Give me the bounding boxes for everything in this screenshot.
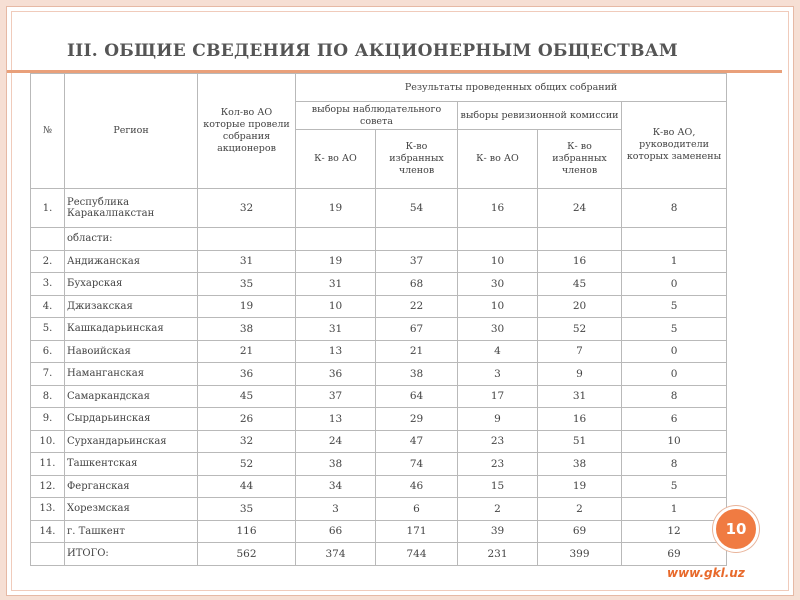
table-row	[31, 408, 727, 431]
cell-audit-ao: 16	[458, 189, 538, 228]
cell-replaced: 5	[622, 318, 727, 341]
table-row	[31, 520, 727, 543]
table-row	[31, 228, 727, 251]
cell-region: Самаркандская	[65, 385, 198, 408]
cell-board-el: 68	[376, 273, 458, 296]
table-row	[31, 318, 727, 341]
cell-region: Бухарская	[65, 273, 198, 296]
cell-region: Ташкентская	[65, 453, 198, 476]
cell-ao: 116	[198, 520, 296, 543]
cell-region: Навоийская	[65, 340, 198, 363]
cell-board-el: 6	[376, 498, 458, 521]
cell-region: Ферганская	[65, 475, 198, 498]
cell-replaced: 6	[622, 408, 727, 431]
cell-no: 7.	[31, 363, 65, 386]
cell-replaced: 8	[622, 385, 727, 408]
slide-title: III. ОБЩИЕ СВЕДЕНИЯ ПО АКЦИОНЕРНЫМ ОБЩЕСТВАМ	[67, 41, 679, 61]
cell-board-ao: 31	[296, 273, 376, 296]
cell-replaced: 0	[622, 273, 727, 296]
cell-ao: 38	[198, 318, 296, 341]
cell-audit-ao: 231	[458, 543, 538, 566]
website-link[interactable]: www.gkl.uz	[667, 566, 745, 580]
cell-audit-el: 9	[538, 363, 622, 386]
cell-audit-ao: 23	[458, 453, 538, 476]
cell-ao: 26	[198, 408, 296, 431]
cell-no: 3.	[31, 273, 65, 296]
table-row	[31, 543, 727, 566]
cell-ao: 44	[198, 475, 296, 498]
cell-replaced: 8	[622, 453, 727, 476]
cell-replaced: 69	[622, 543, 727, 566]
table-row	[31, 430, 727, 453]
cell-board-el: 744	[376, 543, 458, 566]
cell-board-el: 74	[376, 453, 458, 476]
cell-replaced: 8	[622, 189, 727, 228]
cell-ao: 562	[198, 543, 296, 566]
header-audit-ao: К- во АО	[458, 130, 538, 189]
cell-audit-ao: 30	[458, 318, 538, 341]
cell-board-el: 37	[376, 250, 458, 273]
table-row	[31, 363, 727, 386]
cell-region: области:	[65, 228, 198, 251]
table-row	[31, 475, 727, 498]
header-board: выборы наблюдательного совета	[296, 102, 458, 130]
cell-board-el: 171	[376, 520, 458, 543]
cell-replaced: 10	[622, 430, 727, 453]
cell-board-ao: 374	[296, 543, 376, 566]
cell-replaced: 1	[622, 498, 727, 521]
cell-replaced: 5	[622, 295, 727, 318]
cell-replaced: 1	[622, 250, 727, 273]
cell-ao: 32	[198, 189, 296, 228]
table-row	[31, 189, 727, 228]
cell-board-ao: 13	[296, 340, 376, 363]
cell-board-el: 29	[376, 408, 458, 431]
cell-audit-el: 20	[538, 295, 622, 318]
cell-no: 5.	[31, 318, 65, 341]
cell-board-ao: 31	[296, 318, 376, 341]
cell-region: Сырдарьинская	[65, 408, 198, 431]
cell-audit-el: 31	[538, 385, 622, 408]
cell-replaced: 12	[622, 520, 727, 543]
cell-board-ao: 38	[296, 453, 376, 476]
cell-audit-el: 69	[538, 520, 622, 543]
table-row	[31, 250, 727, 273]
cell-no: 6.	[31, 340, 65, 363]
cell-audit-el: 2	[538, 498, 622, 521]
cell-ao: 31	[198, 250, 296, 273]
cell-board-el: 21	[376, 340, 458, 363]
cell-audit-el: 45	[538, 273, 622, 296]
cell-audit-ao: 10	[458, 295, 538, 318]
cell-no	[31, 228, 65, 251]
cell-no: 13.	[31, 498, 65, 521]
cell-audit-ao: 39	[458, 520, 538, 543]
cell-region: Наманганская	[65, 363, 198, 386]
cell-audit-ao: 30	[458, 273, 538, 296]
cell-audit-ao: 10	[458, 250, 538, 273]
cell-audit-el: 52	[538, 318, 622, 341]
cell-board-ao: 3	[296, 498, 376, 521]
cell-board-ao: 36	[296, 363, 376, 386]
cell-region: Республика Каракалпакстан	[65, 189, 198, 228]
cell-board-el: 22	[376, 295, 458, 318]
cell-region: ИТОГО:	[65, 543, 198, 566]
cell-audit-el: 51	[538, 430, 622, 453]
cell-replaced	[622, 228, 727, 251]
cell-audit-el: 399	[538, 543, 622, 566]
cell-ao: 45	[198, 385, 296, 408]
cell-audit-ao: 4	[458, 340, 538, 363]
cell-board-el: 54	[376, 189, 458, 228]
header-board-ao: К- во АО	[296, 130, 376, 189]
cell-no: 11.	[31, 453, 65, 476]
cell-ao: 35	[198, 498, 296, 521]
cell-board-ao: 19	[296, 189, 376, 228]
cell-audit-el: 7	[538, 340, 622, 363]
header-ao-count: Кол-во АО которые провели собрания акционеров	[198, 74, 296, 189]
cell-ao: 21	[198, 340, 296, 363]
cell-board-ao: 13	[296, 408, 376, 431]
cell-ao	[198, 228, 296, 251]
cell-board-el: 46	[376, 475, 458, 498]
cell-audit-ao: 15	[458, 475, 538, 498]
cell-replaced: 0	[622, 340, 727, 363]
cell-board-ao	[296, 228, 376, 251]
cell-region: Сурхандарьинская	[65, 430, 198, 453]
cell-region: Кашкадарьинская	[65, 318, 198, 341]
header-audit: выборы ревизионной комиссии	[458, 102, 622, 130]
cell-ao: 52	[198, 453, 296, 476]
cell-region: Андижанская	[65, 250, 198, 273]
cell-audit-ao: 3	[458, 363, 538, 386]
cell-ao: 36	[198, 363, 296, 386]
cell-audit-ao: 23	[458, 430, 538, 453]
cell-board-el: 47	[376, 430, 458, 453]
cell-no: 4.	[31, 295, 65, 318]
cell-audit-ao: 17	[458, 385, 538, 408]
page-number-badge: 10	[713, 506, 759, 552]
cell-board-el: 64	[376, 385, 458, 408]
cell-region: г. Ташкент	[65, 520, 198, 543]
cell-audit-ao: 2	[458, 498, 538, 521]
cell-ao: 32	[198, 430, 296, 453]
header-audit-elected: К- во избранных членов	[538, 130, 622, 189]
table-row	[31, 385, 727, 408]
cell-replaced: 0	[622, 363, 727, 386]
cell-board-el: 67	[376, 318, 458, 341]
cell-no: 2.	[31, 250, 65, 273]
cell-replaced: 5	[622, 475, 727, 498]
cell-board-ao: 19	[296, 250, 376, 273]
cell-board-el	[376, 228, 458, 251]
cell-board-ao: 34	[296, 475, 376, 498]
cell-no: 9.	[31, 408, 65, 431]
header-board-elected: К-во избранных членов	[376, 130, 458, 189]
cell-region: Хорезмская	[65, 498, 198, 521]
cell-audit-el: 24	[538, 189, 622, 228]
cell-no: 10.	[31, 430, 65, 453]
cell-board-ao: 66	[296, 520, 376, 543]
cell-audit-el: 19	[538, 475, 622, 498]
header-no: №	[31, 74, 65, 189]
cell-audit-el	[538, 228, 622, 251]
header-replaced: К-во АО, руководители которых заменены	[622, 102, 727, 189]
cell-no: 1.	[31, 189, 65, 228]
cell-board-ao: 24	[296, 430, 376, 453]
cell-no	[31, 543, 65, 566]
cell-audit-ao: 9	[458, 408, 538, 431]
cell-board-ao: 37	[296, 385, 376, 408]
header-results: Результаты проведенных общих собраний	[296, 74, 727, 102]
table-row	[31, 340, 727, 363]
cell-no: 12.	[31, 475, 65, 498]
cell-board-el: 38	[376, 363, 458, 386]
cell-audit-el: 38	[538, 453, 622, 476]
cell-region: Джизакская	[65, 295, 198, 318]
cell-audit-el: 16	[538, 250, 622, 273]
cell-ao: 35	[198, 273, 296, 296]
table-row	[31, 295, 727, 318]
cell-no: 14.	[31, 520, 65, 543]
table-row	[31, 453, 727, 476]
cell-audit-el: 16	[538, 408, 622, 431]
cell-no: 8.	[31, 385, 65, 408]
header-region: Регион	[65, 74, 198, 189]
shareholders-table	[30, 73, 727, 566]
table-row	[31, 273, 727, 296]
cell-board-ao: 10	[296, 295, 376, 318]
cell-ao: 19	[198, 295, 296, 318]
cell-audit-ao	[458, 228, 538, 251]
table-row	[31, 498, 727, 521]
